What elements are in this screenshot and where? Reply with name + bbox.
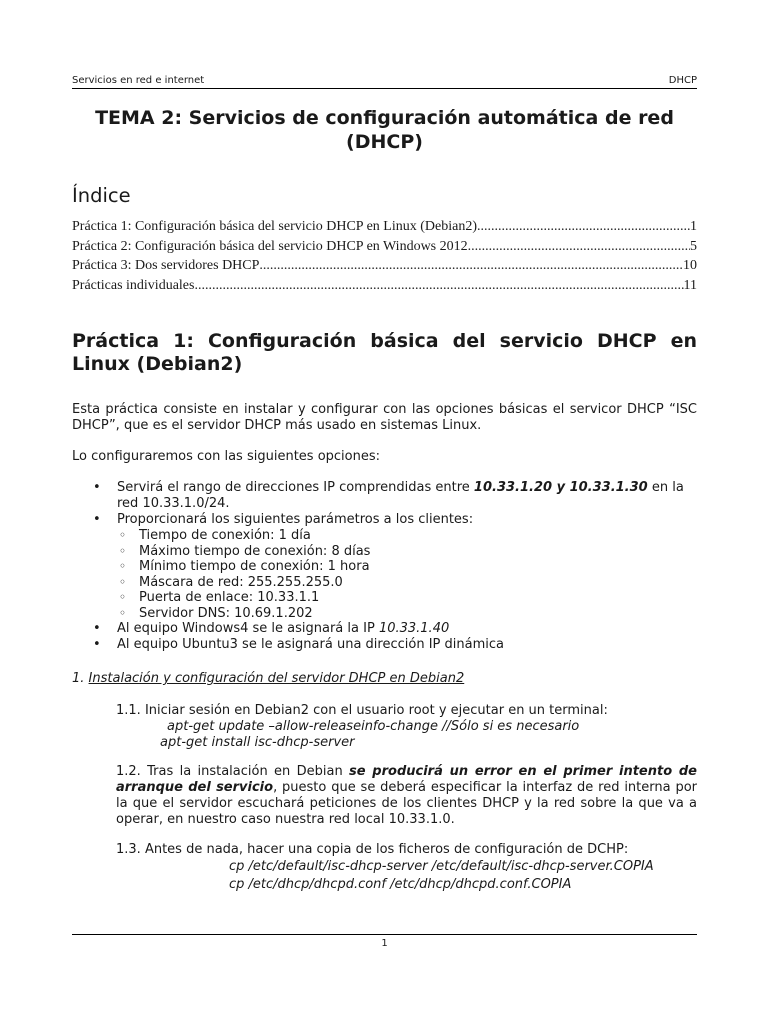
param-item: ◦ Mínimo tiempo de conexión: 1 hora bbox=[117, 559, 697, 575]
step-text: 1.2. Tras la instalación en Debian bbox=[116, 764, 350, 779]
options-intro: Lo configuraremos con las siguientes opciones: bbox=[72, 449, 381, 464]
step-1-1 bbox=[116, 703, 697, 751]
step-text: , puesto que se deberá especificar la interfaz de red interna por la que el servidor escuchará peticiones de los clientes DHCP y la red sobre la que va a operar, en nuestro caso nuestra red local 10.33.1.0. bbox=[116, 780, 697, 827]
step-text: 1.3. Antes de nada, hacer una copia de los ficheros de configuración de DCHP: bbox=[116, 842, 629, 857]
page-number: 1 bbox=[381, 938, 388, 949]
toc-leader-dots bbox=[477, 217, 690, 237]
params-list bbox=[117, 528, 697, 621]
command-line: apt-get install isc-dhcp-server bbox=[160, 735, 355, 750]
toc-entry[interactable] bbox=[72, 217, 697, 237]
toc-entry-page: 11 bbox=[683, 277, 697, 293]
param-item: ◦ Puerta de enlace: 10.33.1.1 bbox=[117, 590, 697, 606]
param-item: ◦ Máscara de red: 255.255.255.0 bbox=[117, 575, 697, 591]
param-item: ◦ Máximo tiempo de conexión: 8 días bbox=[117, 544, 697, 560]
list-item: • Al equipo Ubuntu3 se le asignará una dirección IP dinámica bbox=[72, 637, 697, 653]
param-item: ◦ Servidor DNS: 10.69.1.202 bbox=[117, 606, 697, 622]
index-heading: Índice bbox=[72, 184, 131, 207]
list-item bbox=[72, 621, 697, 637]
step-1-2 bbox=[116, 764, 697, 828]
toc-entry-page: 5 bbox=[690, 238, 697, 254]
title-line-2: (DHCP) bbox=[346, 131, 423, 153]
toc-entry-text: Prácticas individuales bbox=[72, 277, 195, 293]
toc-entry[interactable] bbox=[72, 276, 697, 296]
bullet-text: Proporcionará los siguientes parámetros a los clientes: bbox=[117, 512, 474, 527]
command-line: cp /etc/dhcp/dhcpd.conf /etc/dhcp/dhcpd.conf.COPIA bbox=[229, 877, 572, 892]
step-text: 1.1. Iniciar sesión en Debian2 con el usuario root y ejecutar en un terminal: bbox=[116, 703, 608, 718]
toc-leader-dots bbox=[259, 256, 683, 276]
bullet-text: en la red 10.33.1.0/24. bbox=[117, 480, 684, 511]
toc-entry-page: 1 bbox=[690, 219, 697, 234]
bullet-text: Servirá el rango de direcciones IP comprendidas entre bbox=[117, 480, 474, 495]
toc-leader-dots bbox=[468, 237, 690, 257]
toc-leader-dots bbox=[194, 276, 683, 296]
toc-entry-page: 10 bbox=[683, 258, 697, 273]
bullet-text: Al equipo Windows4 se le asignará la IP bbox=[117, 621, 379, 636]
toc-entry-text: Práctica 1: Configuración básica del servicio DHCP en Linux (Debian2) bbox=[72, 219, 477, 234]
toc-entry[interactable] bbox=[72, 256, 697, 276]
toc-entry-text: Práctica 2: Configuración básica del servicio DHCP en Windows 2012 bbox=[72, 238, 468, 254]
ip-range: 10.33.1.20 y 10.33.1.30 bbox=[473, 480, 648, 495]
fixed-ip: 10.33.1.40 bbox=[378, 621, 450, 636]
command-line: cp /etc/default/isc-dhcp-server /etc/default/isc-dhcp-server.COPIA bbox=[229, 859, 654, 874]
step-number: 1. bbox=[72, 671, 89, 686]
step-1-heading bbox=[72, 671, 464, 687]
intro-paragraph: Esta práctica consiste en instalar y configurar con las opciones básicas el servicor DHCP “ISC DHCP”, que es el servidor DHCP más usado en sistemas Linux. bbox=[72, 402, 697, 433]
toc-entry-text: Práctica 3: Dos servidores DHCP bbox=[72, 258, 260, 273]
list-item bbox=[72, 480, 697, 512]
command-line: apt-get update –allow-releaseinfo-change //Sólo si es necesario bbox=[167, 719, 580, 734]
header-left-text: Servicios en red e internet bbox=[72, 75, 205, 86]
title-line-1: TEMA 2: Servicios de configuración automática de red bbox=[95, 107, 674, 129]
page-header bbox=[72, 73, 697, 88]
header-right-text: DHCP bbox=[668, 75, 697, 86]
param-item: ◦ Tiempo de conexión: 1 día bbox=[117, 528, 697, 544]
table-of-contents bbox=[72, 217, 697, 295]
footer-rule bbox=[72, 934, 697, 935]
header-rule bbox=[72, 88, 697, 89]
document-title bbox=[72, 106, 697, 154]
step-emphasis: se producirá un error en el primer intento de arranque del servicio bbox=[116, 764, 697, 795]
list-item bbox=[72, 512, 697, 621]
section-heading: Práctica 1: Configuración básica del servicio DHCP en Linux (Debian2) bbox=[72, 330, 697, 375]
options-list bbox=[72, 480, 697, 653]
step-title: Instalación y configuración del servidor DHCP en Debian2 bbox=[88, 671, 465, 686]
toc-entry[interactable] bbox=[72, 237, 697, 257]
step-1-3 bbox=[116, 842, 697, 893]
